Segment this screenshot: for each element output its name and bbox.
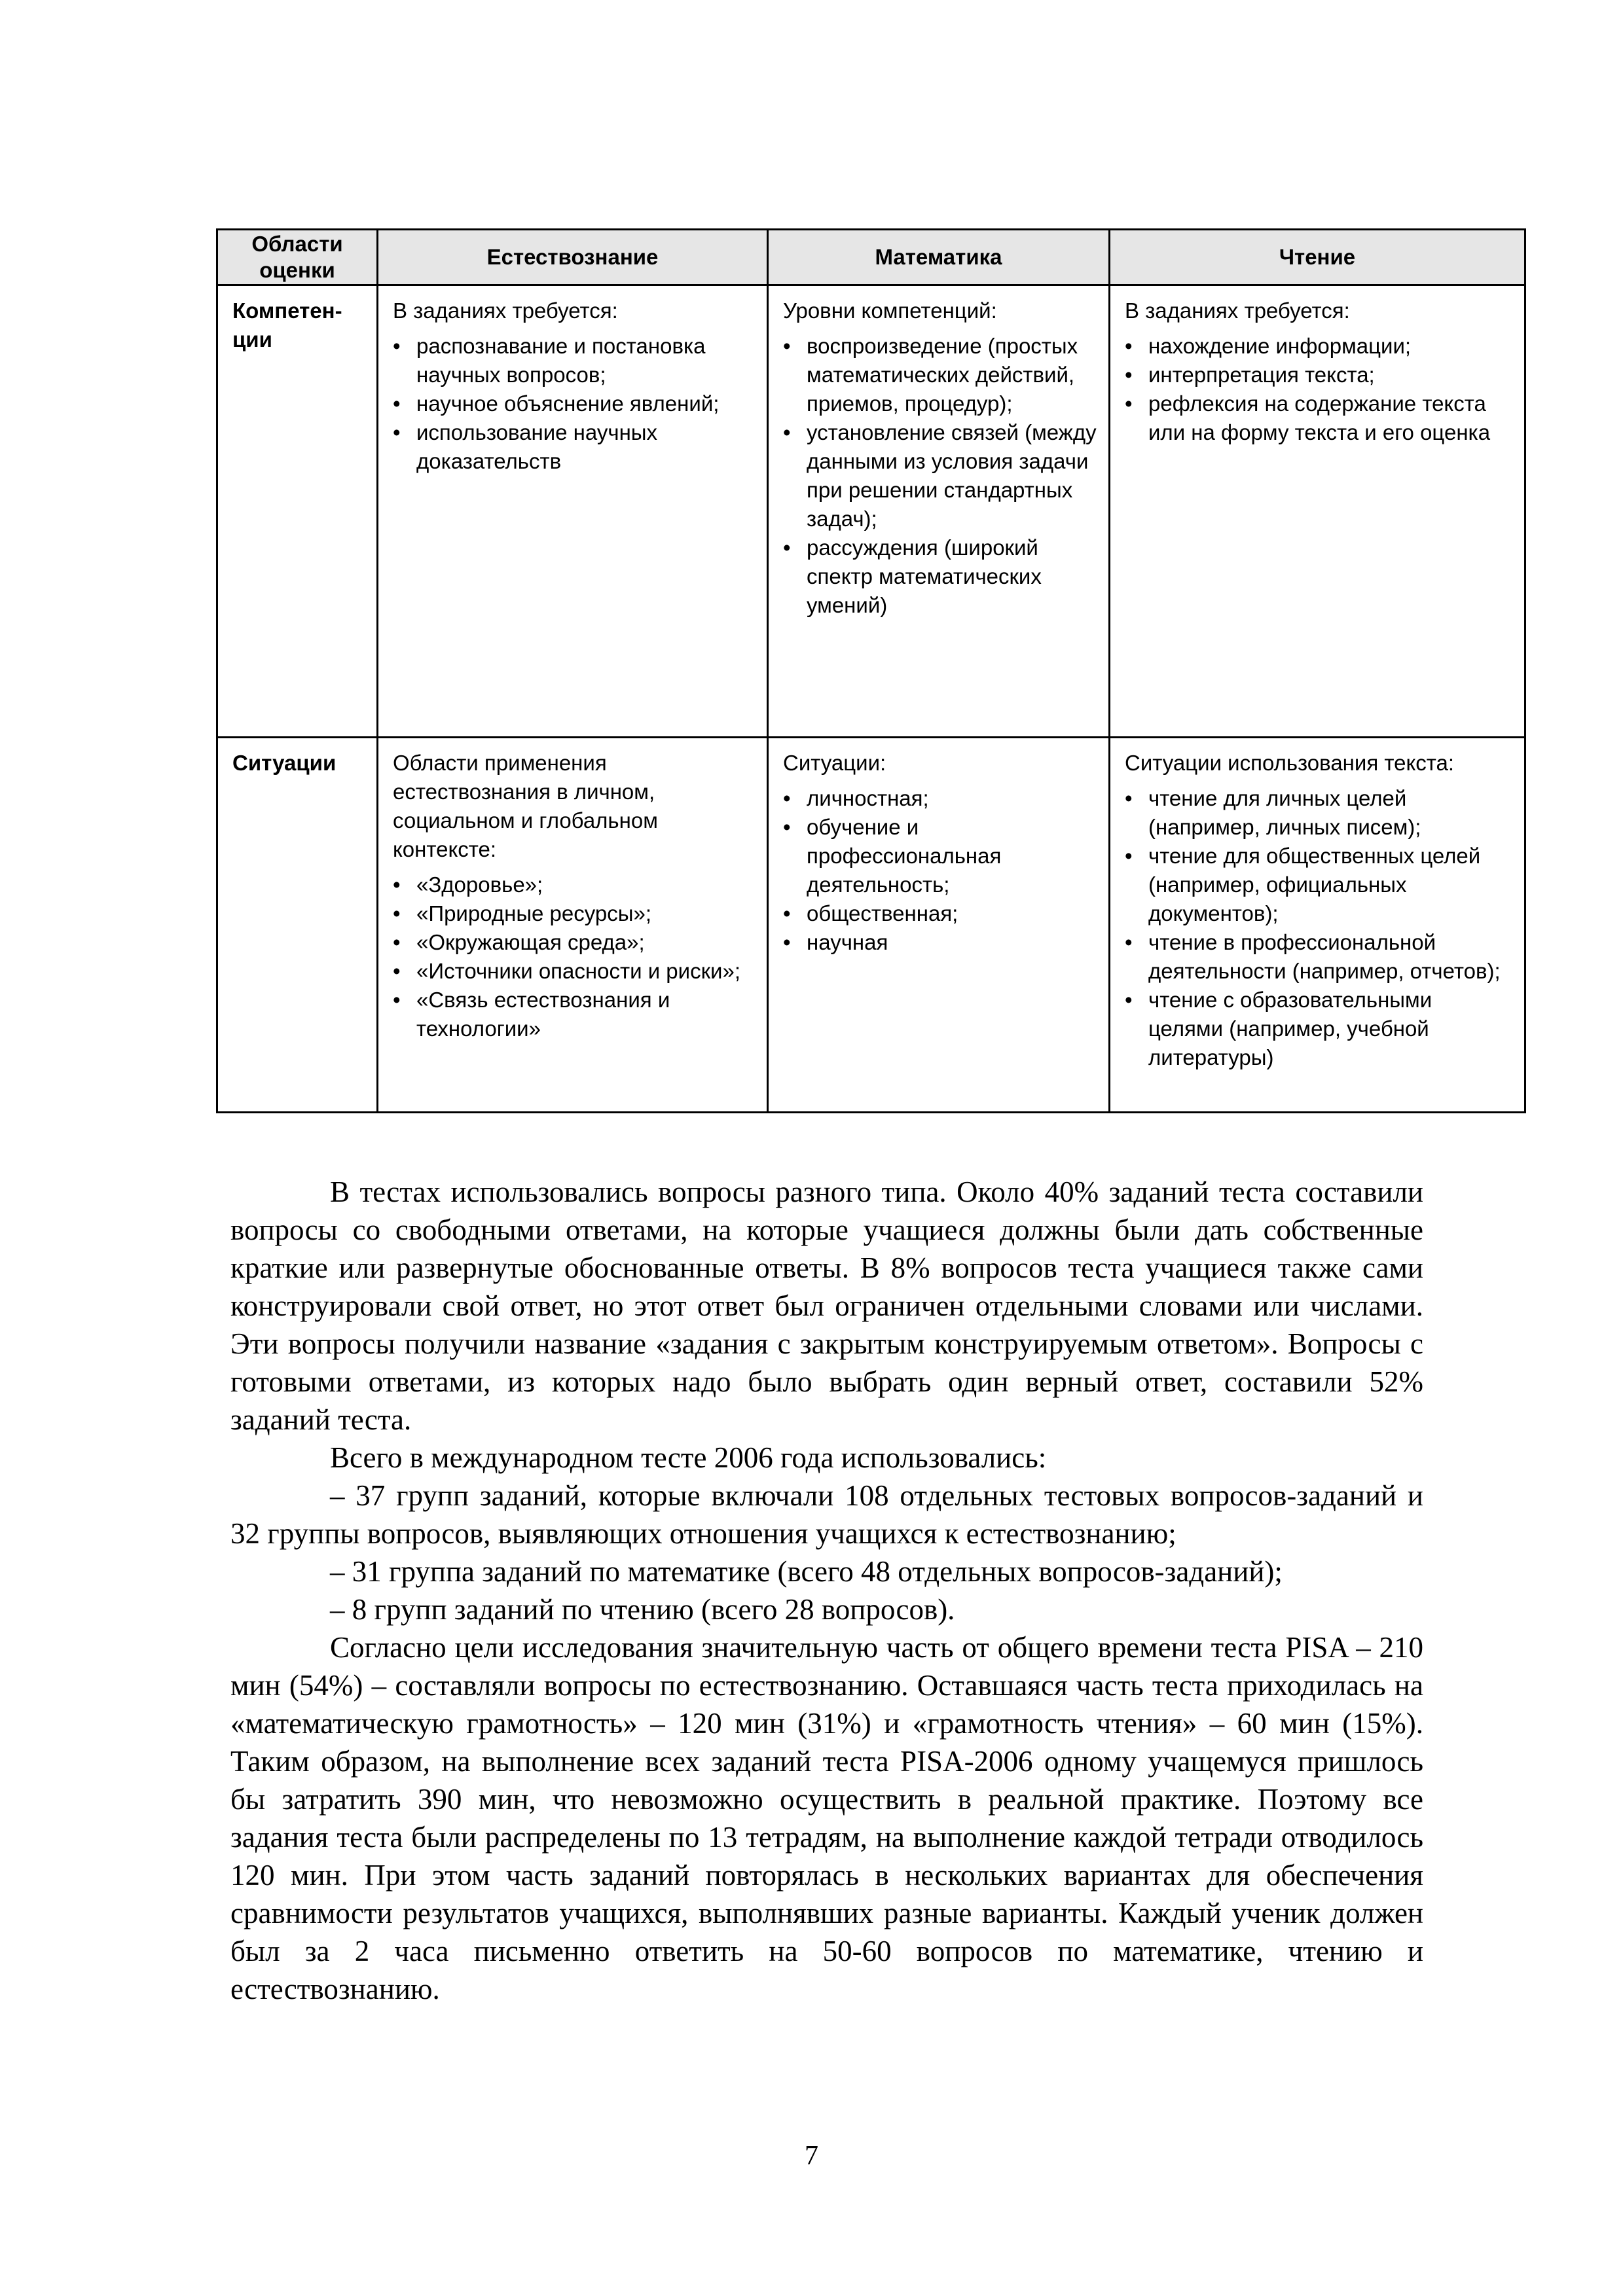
list-item: • личностная; — [783, 784, 1097, 813]
paragraph-test-total: Всего в международном тесте 2006 года использовались: — [330, 1441, 1047, 1474]
cell-science-competencies — [378, 285, 768, 738]
list-item: • чтение с образовательными целями (например, учебной литературы) — [1125, 986, 1512, 1072]
table-header-row — [217, 230, 1525, 285]
table-row — [217, 738, 1525, 1113]
list-item: • обучение и профессиональная деятельность; — [783, 813, 1097, 899]
cell-intro: Ситуации использования текста: — [1125, 751, 1455, 775]
list-item: • чтение в профессиональной деятельности (например, отчетов); — [1125, 928, 1512, 986]
assessment-areas-table — [216, 228, 1526, 1113]
paragraph-math-groups: – 31 группа заданий по математике (всего 48 отдельных вопросов-заданий); — [330, 1555, 1283, 1588]
header-reading: Чтение — [1110, 230, 1525, 285]
cell-intro: Уровни компетенций: — [783, 298, 997, 323]
cell-intro: Области применения естествознания в личном, социальном и глобальном контексте: — [393, 751, 658, 861]
body-text — [230, 1173, 1423, 2008]
row-label-situations — [217, 738, 378, 1113]
paragraph-science-groups: – 37 групп заданий, которые включали 108 отдельных тестовых вопросов-заданий и 32 группы вопросов, выявляющих отношения учащихся к естествознанию; — [230, 1479, 1423, 1550]
list-item: • установление связей (между данными из условия задачи при решении стандартных задач); — [783, 418, 1097, 533]
list-item: • «Связь естествознания и технологии» — [393, 986, 755, 1043]
cell-reading-situations — [1110, 738, 1525, 1113]
list-item: • воспроизведение (простых математических действий, приемов, процедур); — [783, 332, 1097, 418]
page-number: 7 — [805, 2141, 818, 2171]
row-label-competencies — [217, 285, 378, 738]
list-item: • нахождение информации; — [1125, 332, 1512, 361]
list-item: • научная — [783, 928, 1097, 957]
list-item: • научное объяснение явлений; — [393, 389, 755, 418]
list-item: • «Окружающая среда»; — [393, 928, 755, 957]
header-science: Естествознание — [378, 230, 768, 285]
header-areas: Области оценки — [217, 230, 378, 285]
cell-reading-competencies — [1110, 285, 1525, 738]
list-item: • рефлексия на содержание текста или на форму текста и его оценка — [1125, 389, 1512, 447]
cell-intro: В заданиях требуется: — [1125, 298, 1350, 323]
header-math: Математика — [768, 230, 1110, 285]
list-item: • использование научных доказательств — [393, 418, 755, 476]
list-item: • чтение для общественных целей (например, официальных документов); — [1125, 842, 1512, 928]
list-item: • распознавание и постановка научных вопросов; — [393, 332, 755, 389]
cell-intro: Ситуации: — [783, 751, 886, 775]
list-item: • «Природные ресурсы»; — [393, 899, 755, 928]
table-row — [217, 285, 1525, 738]
paragraph-time-distribution: Согласно цели исследования значительную часть от общего времени теста PISA – 210 мин (54%) – составляли вопросы по естествознанию. Оставшаяся часть теста приходилась на «математическую грамотность» – 120 мин (31%) и «грамотность чтения» – 60 мин (15%). Таким образом, на выполнение всех заданий теста PISA-2006 одному учащемуся пришлось бы затратить 390 мин, что невозможно осуществить в реальной практике. Поэтому все задания теста были распределены по 13 тетрадям, на выполнение каждой тетради отводилось 120 мин. При этом часть заданий повторялась в нескольких вариантах для обеспечения сравнимости результатов учащихся, выполнявших разные варианты. Каждый ученик должен был за 2 часа письменно ответить на 50-60 вопросов по математике, чтению и естествознанию. — [230, 1631, 1423, 2005]
cell-math-situations — [768, 738, 1110, 1113]
paragraph-reading-groups: – 8 групп заданий по чтению (всего 28 вопросов). — [330, 1593, 955, 1626]
cell-math-competencies — [768, 285, 1110, 738]
list-item: • рассуждения (широкий спектр математических умений) — [783, 533, 1097, 620]
list-item: • «Источники опасности и риски»; — [393, 957, 755, 986]
paragraph-question-types: В тестах использовались вопросы разного типа. Около 40% заданий теста составили вопросы со свободными ответами, на которые учащиеся должны были дать собственные краткие или развернутые обоснованные ответы. В 8% вопросов теста учащиеся также сами конструировали свой ответ, но этот ответ был ограничен отдельными словами или числами. Эти вопросы получили название «задания с закрытым конструируемым ответом». Вопросы с готовыми ответами, из которых надо было выбрать один верный ответ, составили 52% заданий теста. — [230, 1175, 1423, 1436]
list-item: • чтение для личных целей (например, личных писем); — [1125, 784, 1512, 842]
list-item: • интерпретация текста; — [1125, 361, 1512, 389]
cell-intro: В заданиях требуется: — [393, 298, 618, 323]
list-item: • общественная; — [783, 899, 1097, 928]
row-label-text: Ситуации — [232, 751, 337, 775]
row-label-text: Компетен-ции — [232, 298, 342, 351]
cell-science-situations — [378, 738, 768, 1113]
list-item: • «Здоровье»; — [393, 870, 755, 899]
